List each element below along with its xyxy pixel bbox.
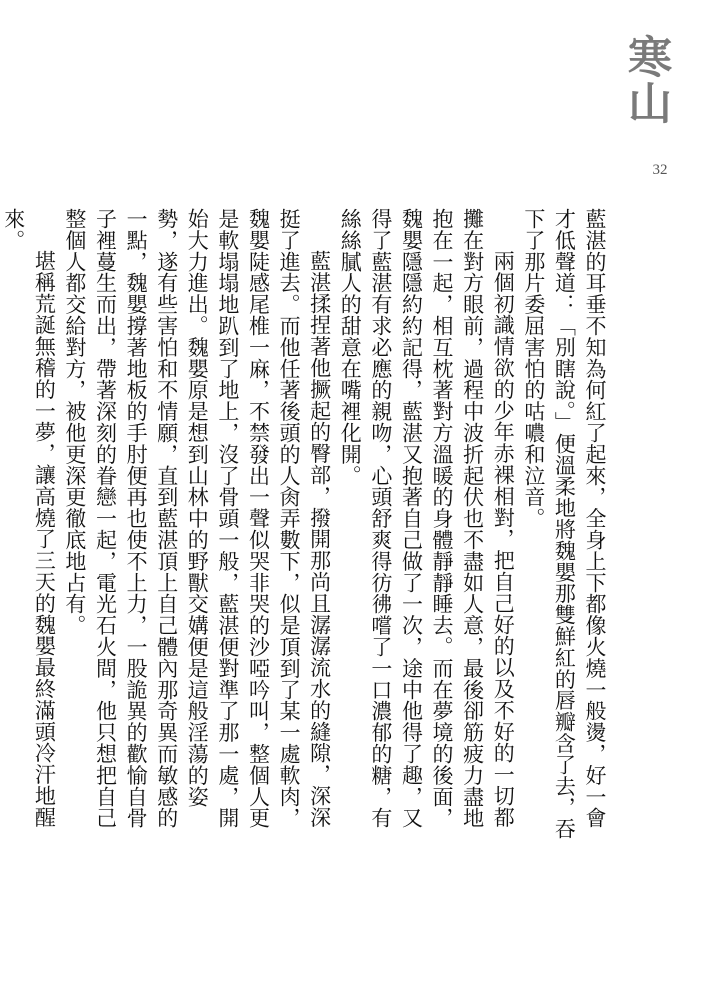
paragraph-4: 堪稱荒誕無稽的一夢，讓高燒了三天的魏嬰最終滿頭冷汗地醒來。 [1,208,57,828]
page-number: 32 [652,162,668,178]
paragraph-2: 兩個初識情欲的少年赤裸相對，把自己好的以及不好的一切都攤在對方眼前，過程中波折起伏也不盡如人意，最後卻筋疲力盡地抱在一起，相互枕著對方溫暖的身體靜靜睡去。而在夢境的後面，魏嬰隱隱約約記得，藍湛又抱著自己做了一次，途中他得了趣，又得了藍湛有求必應的親吻，心頭舒爽得彷彿嚐了一口濃郁的糖，有絲絲膩人的甜意在嘴裡化開。 [338,208,516,829]
body-text [1,208,610,848]
paragraph-3: 藍湛揉捏著他撅起的臀部，撥開那尚且潺潺流水的縫隙，深深挺了進去。而他任著後頭的人肏弄數下，似是頂到了某一處軟肉，魏嬰陡感尾椎一麻，不禁發出一聲似哭非哭的沙啞吟叫，整個人更是軟塌塌地趴到了地上，沒了骨頭一般，藍湛便對準了那一處，開始大力進出。魏嬰原是想到山林中的野獸交媾便是這般淫蕩的姿勢，遂有些害怕和不情願，直到藍湛頂上自己體內那奇異而敏感的一點，魏嬰撐著地板的手肘便再也使不上力，一股詭異的歡愉自骨子裡蔓生而出，帶著深刻的眷戀一起，電光石火間，他只想把自己整個人都交給對方，被他更深更徹底地占有。 [62,208,332,829]
paragraph-1: 藍湛的耳垂不知為何紅了起來，全身上下都像火燒一般燙，好一會才低聲道：「別瞎說。」便溫柔地將魏嬰那雙鮮紅的唇瓣含了去，吞下了那片委屈害怕的咕噥和泣音。 [521,208,607,840]
book-title: 寒山 [620,34,671,126]
